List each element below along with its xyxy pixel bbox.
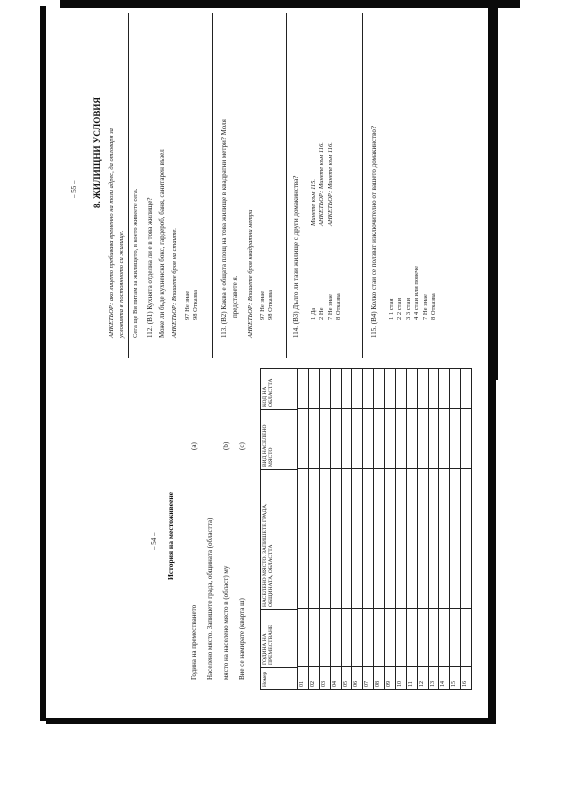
page-number: – 54 – bbox=[150, 532, 158, 550]
table-row-number: 05 bbox=[342, 681, 349, 687]
table-row-number: 01 bbox=[299, 681, 305, 687]
table-row-rule bbox=[373, 369, 374, 689]
table-header-type: ВИД НАСЕЛЕНО МЯСТО bbox=[261, 409, 297, 469]
scan-border-top bbox=[60, 0, 520, 8]
table-row-rule bbox=[406, 369, 407, 689]
option: 7 Не знае bbox=[326, 294, 334, 320]
question-112-cont: Може ли бъде кухненски бокс, гардероб, баня, санитарен възел bbox=[158, 149, 166, 338]
section-subtitle: Сега ще Ви питам за жилището, в което живеете сега. bbox=[132, 188, 139, 338]
table-header-year: ГОДИНА НА ПРЕМЕСТВАНЕ bbox=[261, 609, 297, 667]
option: 8 Отказва bbox=[430, 293, 438, 320]
questionnaire-page-55 bbox=[70, 13, 470, 358]
table-row-rule bbox=[384, 369, 385, 689]
table-row-number: 10 bbox=[396, 681, 403, 687]
routing-note: АНКЕТЬОР: Минете към 116. bbox=[326, 142, 334, 226]
option: 98 Отказва bbox=[267, 289, 275, 320]
option: 98 Отказва bbox=[192, 289, 200, 320]
table-row-rule bbox=[449, 369, 450, 689]
question-112-instruction: АНКЕТЬОР: Впишете броя на стаите. bbox=[171, 227, 178, 338]
option: 3 3 стаи bbox=[404, 298, 412, 320]
table-row-rule bbox=[395, 369, 396, 689]
table-row-rule bbox=[471, 369, 472, 689]
table-row-rule bbox=[417, 369, 418, 689]
table-row-rule bbox=[351, 369, 352, 689]
question-113: 113. (В2) Каква е общата площ на това жилище в квадратни метри? Моля bbox=[220, 119, 228, 338]
option: 1 1 стая bbox=[388, 298, 395, 320]
option: 8 Отказва bbox=[335, 293, 343, 320]
interviewer-intro: АНКЕТЬОР: ако лицето пребивава временно на този адрес, да отговаря за bbox=[108, 128, 115, 338]
table-title: История на местоживеене bbox=[166, 492, 175, 580]
table-row-number: 02 bbox=[309, 681, 316, 687]
table-col-rule bbox=[297, 608, 471, 609]
table-row-number: 09 bbox=[386, 681, 392, 687]
legend-row: Населено място. Запишете града, общината (областта) bbox=[206, 517, 214, 680]
table-row-number: 15 bbox=[451, 681, 458, 687]
legend-code: (a) bbox=[190, 442, 198, 450]
question-114-options bbox=[310, 293, 344, 320]
legend-row: място на населено място в (област) му bbox=[222, 565, 230, 680]
option: 2 Не bbox=[318, 307, 326, 320]
option: 2 2 стаи bbox=[396, 298, 404, 320]
option: 1 Да bbox=[310, 307, 317, 320]
table-col-rule bbox=[297, 666, 471, 667]
table-col-rule bbox=[297, 468, 471, 469]
divider bbox=[212, 13, 213, 358]
table-header-number: Номер bbox=[261, 667, 297, 689]
section-heading: 8. ЖИЛИЩНИ УСЛОВИЯ bbox=[92, 97, 102, 208]
divider bbox=[362, 13, 363, 358]
table-row-number: 16 bbox=[462, 681, 469, 687]
legend-row: Вие се намирате (кварта ш) bbox=[238, 598, 246, 680]
table-row-number: 14 bbox=[440, 681, 447, 687]
option: 97 Не знае bbox=[184, 290, 191, 320]
table-row-rule bbox=[341, 369, 342, 689]
question-114: 114. (В3) Дълго ли тази жилище с други домакинства? bbox=[292, 175, 300, 338]
question-113-options bbox=[259, 290, 276, 320]
question-112: 112. (В1) Кухнята отделна ли е в това жилище? bbox=[146, 197, 154, 338]
table-row-rule bbox=[319, 369, 320, 689]
table-row-number: 12 bbox=[418, 681, 425, 687]
option: 97 Не знае bbox=[259, 290, 266, 320]
option: 7 Не знае bbox=[421, 294, 429, 320]
scan-border-bottom bbox=[46, 718, 496, 724]
table-row-rule bbox=[362, 369, 363, 689]
routing-note: АНКЕТЬОР: Минете към 116. bbox=[318, 142, 326, 226]
question-115-options bbox=[388, 266, 439, 320]
table-row-rule bbox=[308, 369, 309, 689]
legend-code: (c) bbox=[238, 442, 246, 450]
table-rule bbox=[297, 369, 298, 689]
legend-code: (b) bbox=[222, 441, 230, 450]
table-col-rule bbox=[297, 408, 471, 409]
table-row-number: 11 bbox=[407, 681, 414, 687]
residence-history-table bbox=[260, 368, 472, 690]
question-113-instruction: АНКЕТЬОР: Впишете броя квадратни метри bbox=[247, 209, 254, 338]
table-row-number: 08 bbox=[375, 681, 382, 687]
routing-note: Минете към 115. bbox=[310, 179, 317, 226]
table-row-rule bbox=[330, 369, 331, 689]
table-row-number: 06 bbox=[353, 681, 360, 687]
question-115: 115. (В4) Колко стаи се ползват изключително от вашето домакинство? bbox=[370, 126, 378, 338]
table-row-number: 07 bbox=[364, 681, 371, 687]
question-112-options bbox=[184, 290, 201, 320]
option: 4 4 стаи или повече bbox=[413, 265, 421, 320]
table-row-rule bbox=[428, 369, 429, 689]
divider bbox=[128, 13, 129, 358]
table-row-number: 13 bbox=[429, 681, 436, 687]
scan-border-right-lower bbox=[488, 370, 496, 724]
table-row-rule bbox=[460, 369, 461, 689]
table-row-rule bbox=[438, 369, 439, 689]
divider bbox=[286, 13, 287, 358]
legend-row: Година на преместването bbox=[190, 604, 198, 680]
questionnaire-page-54 bbox=[150, 370, 475, 690]
table-header-region-code: КОД НА ОБЛАСТТА bbox=[262, 378, 274, 407]
question-113-cont: представете я. bbox=[231, 275, 239, 318]
table-row-number: 04 bbox=[331, 681, 338, 687]
interviewer-intro-cont: условията в постоянното си жилище. bbox=[118, 230, 125, 338]
page-number: – 55 – bbox=[70, 180, 78, 198]
table-header-place: НАСЕЛЕНО МЯСТО. ЗАПИШЕТЕ ГРАДА, ОБЩИНАТА, ОБЛАСТТА bbox=[261, 469, 297, 609]
table-row-number: 03 bbox=[320, 681, 327, 687]
question-114-routing bbox=[310, 142, 335, 226]
